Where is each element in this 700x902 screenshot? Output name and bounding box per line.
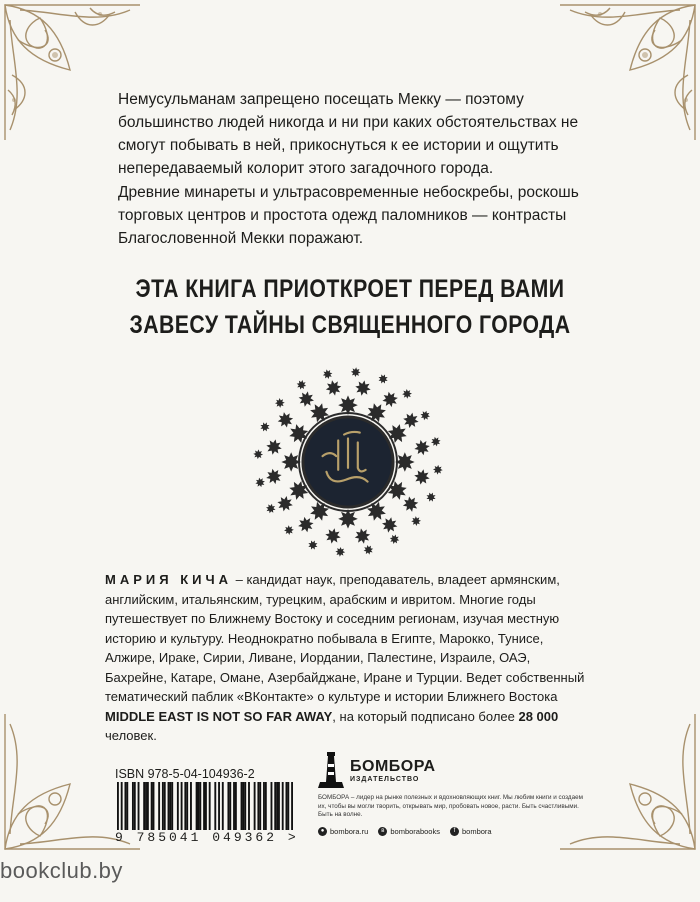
- barcode-bar: [138, 782, 140, 830]
- medallion-star: [414, 469, 429, 484]
- barcode-bar: [124, 782, 126, 830]
- medallion-star: [299, 391, 314, 406]
- barcode-bar: [117, 782, 119, 830]
- medallion-star: [367, 403, 386, 422]
- barcode-bar: [265, 782, 267, 830]
- medallion-star: [308, 540, 317, 549]
- barcode-bar: [151, 782, 153, 830]
- barcode-bar: [205, 782, 207, 830]
- barcode-bar: [171, 782, 173, 830]
- bio-text: , на который подписано более: [332, 708, 519, 724]
- barcode-bar: [229, 782, 231, 830]
- subscriber-count: 28 000: [518, 708, 559, 724]
- medallion-star: [379, 374, 388, 383]
- medallion-star: [253, 449, 263, 459]
- medallion-star: [382, 392, 397, 407]
- medallion-star: [289, 424, 308, 443]
- medallion-star: [323, 369, 333, 379]
- headline-line-2: ЗАВЕСУ ТАЙНЫ СВЯЩЕННОГО ГОРОДА: [129, 311, 571, 339]
- barcode-bar: [242, 782, 244, 830]
- intro-paragraph: Немусульманам запрещено посещать Мекку — поэтому большинство людей никогда и ни при каких обстоятельствах не смогут побывать в ней, прикоснуться к ее истории и ощутить непередаваемый колорит этого загадочного города.: [118, 91, 579, 177]
- barcode-bar: [209, 782, 211, 830]
- medallion-star: [388, 481, 407, 500]
- social-links: [318, 827, 492, 836]
- geometric-medallion-icon: [250, 364, 446, 560]
- medallion-star: [367, 502, 386, 521]
- medallion-star: [338, 395, 358, 415]
- barcode-bar: [227, 782, 229, 830]
- social-vk: в bomborabooks: [378, 827, 440, 836]
- medallion-star: [297, 380, 307, 390]
- barcode-bar: [181, 782, 183, 830]
- medallion-star: [275, 398, 285, 408]
- barcode-bar: [132, 782, 134, 830]
- barcode-bar: [235, 782, 237, 830]
- medallion-star: [266, 469, 281, 484]
- barcode-bar: [177, 782, 179, 830]
- contrast-paragraph: Древние минареты и ультрасовременные небоскребы, роскошь торговых центров и простота одежд паломников — контрасты Благословенной Мекки поражают.: [118, 184, 579, 247]
- barcode-bar: [147, 782, 149, 830]
- medallion-star: [335, 547, 345, 557]
- medallion-star: [402, 389, 412, 399]
- barcode-bar: [198, 782, 200, 830]
- medallion-star: [326, 380, 341, 395]
- globe-icon: ●: [318, 827, 327, 836]
- barcode-bar: [169, 782, 171, 830]
- barcode-bar: [241, 782, 243, 830]
- barcode-bar: [286, 782, 288, 830]
- medallion-star: [281, 452, 301, 472]
- vk-icon: в: [378, 827, 387, 836]
- medallion-star: [420, 411, 430, 421]
- author-bio: [105, 570, 593, 746]
- bio-text: – кандидат наук, преподаватель, владеет армянским, английским, итальянским, турецким, арабским и ивритом. Многие годы путешествует по Ближнему Востоку и соседним регионам, изучая местную историю и культуру. Неоднократно побывала в Египте, Марокко, Тунисе, Алжире, Ираке, Сирии, Ливане, Иордании, Палестине, Израиле, ОАЭ, Бахрейне, Катаре, Омане, Азербайджане, Иране и Турции. Ведет собственный тематический паблик «ВКонтакте» о культуре и истории Ближнего Востока: [105, 572, 585, 704]
- medallion-star: [431, 437, 441, 447]
- social-icon: f: [450, 827, 459, 836]
- medallion-star: [278, 412, 293, 427]
- barcode-bar: [134, 782, 136, 830]
- barcode-bar: [143, 782, 145, 830]
- barcode-bar: [121, 782, 123, 830]
- medallion-star: [351, 367, 361, 377]
- medallion-star: [390, 534, 400, 544]
- medallion-star: [260, 422, 269, 431]
- barcode-bar: [222, 782, 224, 830]
- barcode-bar: [218, 782, 220, 830]
- barcode-bar: [271, 782, 273, 830]
- barcode-bar: [203, 782, 205, 830]
- medallion-star: [411, 516, 421, 526]
- medallion-star: [284, 525, 294, 535]
- medallion-star: [388, 424, 407, 443]
- barcode-bar: [214, 782, 216, 830]
- publisher-note: БОМБОРА – лидер на рынке полезных и вдохновляющих книг. Мы любим книги и создаем их, чтобы вы могли творить, открывать мир, пробовать новое, расти. Быть счастливыми. Быть на волне.: [318, 794, 583, 818]
- barcode-bar: [168, 782, 170, 830]
- medallion-star: [414, 440, 429, 455]
- isbn-text: ISBN 978-5-04-104936-2: [115, 767, 255, 781]
- medallion-star: [355, 380, 370, 395]
- medallion-star: [433, 465, 443, 475]
- lighthouse-icon: [318, 752, 344, 788]
- barcode-bar: [254, 782, 256, 830]
- medallion-star: [310, 502, 329, 521]
- barcode-bar: [263, 782, 265, 830]
- medallion-star: [403, 413, 418, 428]
- medallion-star: [289, 481, 308, 500]
- barcode-bar: [282, 782, 284, 830]
- barcode-bar: [153, 782, 155, 830]
- social-site: ● bombora.ru: [318, 827, 368, 836]
- watermark: bookclub.by: [0, 858, 123, 883]
- barcode-bar: [126, 782, 128, 830]
- barcode-bar: [196, 782, 198, 830]
- medallion-star: [298, 517, 313, 532]
- barcode-bar: [278, 782, 280, 830]
- medallion-star: [382, 517, 397, 532]
- barcode-bar: [274, 782, 276, 830]
- medallion-star: [325, 528, 340, 543]
- headline-line-1: ЭТА КНИГА ПРИОТКРОЕТ ПЕРЕД ВАМИ: [135, 275, 565, 303]
- publisher-logo: [318, 752, 436, 788]
- project-name: MIDDLE EAST IS NOT SO FAR AWAY: [105, 708, 333, 724]
- barcode-bar: [164, 782, 166, 830]
- barcode-bar: [276, 782, 278, 830]
- barcode-bar: [158, 782, 160, 830]
- publisher-subtitle: ИЗДАТЕЛЬСТВО: [350, 775, 420, 783]
- medallion-star: [355, 528, 370, 543]
- barcode-bar: [257, 782, 259, 830]
- medallion-star: [403, 496, 418, 511]
- barcode-bar: [199, 782, 201, 830]
- medallion-star: [364, 545, 374, 555]
- barcode-bar: [259, 782, 261, 830]
- barcode-bar: [186, 782, 188, 830]
- medallion-star: [277, 496, 292, 511]
- barcode-number: 9 785041 049362 >: [115, 830, 299, 845]
- barcode-bar: [162, 782, 164, 830]
- barcode-bar: [287, 782, 289, 830]
- barcode-bar: [248, 782, 250, 830]
- bio-text: человек.: [105, 728, 157, 743]
- barcode-bar: [190, 782, 192, 830]
- medallion-star: [255, 478, 265, 488]
- barcode-icon: [115, 782, 295, 830]
- barcode-bar: [291, 782, 293, 830]
- social-other: f bombora: [450, 827, 492, 836]
- medallion-star: [266, 439, 281, 454]
- publisher-name: БОМБОРА: [350, 757, 436, 775]
- barcode-bar: [233, 782, 235, 830]
- barcode-bar: [244, 782, 246, 830]
- medallion-star: [426, 493, 435, 502]
- medallion-star: [310, 403, 329, 422]
- author-name: МАРИЯ КИЧА: [105, 572, 232, 587]
- barcode-bar: [145, 782, 147, 830]
- medallion-star: [266, 504, 276, 514]
- barcode-bar: [184, 782, 186, 830]
